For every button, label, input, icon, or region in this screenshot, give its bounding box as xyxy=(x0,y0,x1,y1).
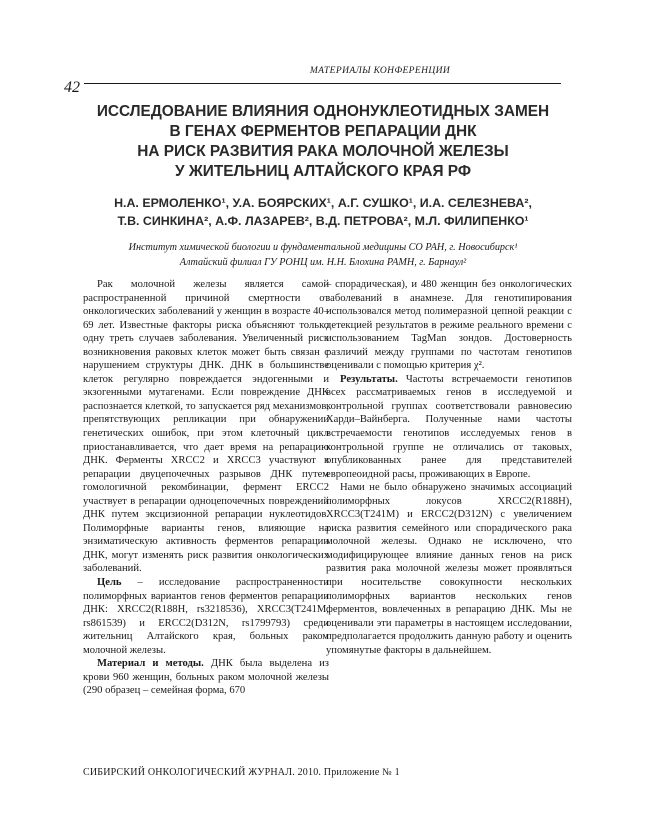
methods-label: Материал и методы. xyxy=(97,658,204,670)
right-column xyxy=(326,278,572,657)
aim-label: Цель xyxy=(97,577,122,589)
results-label: Результаты. xyxy=(340,373,398,385)
journal-footer: СИБИРСКИЙ ОНКОЛОГИЧЕСКИЙ ЖУРНАЛ. 2010. Приложение № 1 xyxy=(83,767,400,778)
aim-text: – исследование распространенности полиморфных вариантов генов ферментов репарации ДНК: XRCC2(R188H, rs3218536), XRCC3(T241M, rs861539) и ERCC2(D312N, rs1799793) среди жительниц Алтайского края, больных раком молочной железы. xyxy=(83,577,329,656)
affiliations xyxy=(60,240,586,270)
article-title xyxy=(70,102,576,182)
results-text: Частоты встречаемости генотипов всех рассматриваемых генов в исследуемой и контрольной группах соответствовали равновесию Харди–Вайнберга. Полученные нами частоты встречаемости генотипов исследуемых генов в контрольной группе не отличались от таковых, опубликованных ранее для представителей европеоидной расы, проживающих в Европе. xyxy=(326,373,572,480)
left-column xyxy=(83,278,329,698)
title-line: У ЖИТЕЛЬНИЦ АЛТАЙСКОГО КРАЯ РФ xyxy=(175,163,471,180)
methods-continuation: – спорадическая), и 480 женщин без онкологических заболеваний в анамнезе. Для генотипирования использовался метод полимеразной цепной реакции с детекцией результатов в режиме реального времени с использованием TagMan зондов. Достоверность различий между группами по частотам генотипов оценивали с помощью критерия χ². xyxy=(326,279,572,372)
author-line: Н.А. ЕРМОЛЕНКО¹, У.А. БОЯРСКИХ¹, А.Г. СУШКО¹, И.А. СЕЛЕЗНЕВА², xyxy=(114,196,532,210)
methods-text: ДНК была выделена из крови 960 женщин, больных раком молочной железы (290 образец – семейная форма, 670 xyxy=(83,658,329,697)
title-line: ИССЛЕДОВАНИЕ ВЛИЯНИЯ ОДНОНУКЛЕОТИДНЫХ ЗАМЕН xyxy=(96,103,550,120)
methods-paragraph xyxy=(83,657,329,698)
affiliation-line: Институт химической биологии и фундаментальной медицины СО РАН, г. Новосибирск¹ xyxy=(128,242,518,253)
page-number: 42 xyxy=(64,79,80,96)
aim-paragraph xyxy=(83,576,329,657)
intro-paragraph: Рак молочной железы является самой распространенной причиной смертности от онкологических заболеваний у женщин в возрасте 40–69 лет. Известные факторы риска объясняют только одну треть случаев заболевания. Увеличенный риск возникновения раковых клеток может быть связан с нарушением структуры ДНК. ДНК в большинстве клеток регулярно повреждается эндогенными и экзогенными мутагенами. Если повреждение ДНК распознается клеткой, то запускается ряд механизмов, препятствующих репликации при обнаружении генетических ошибок, при этом клеточный цикл приостанавливается, что дает время на репарацию ДНК. Ферменты XRCC2 и XRCC3 участвуют в репарации двуцепочечных разрывов ДНК путем гомологичной рекомбинации, фермент ERCC2 участвует в репарации одноцепочечных повреждений ДНК путем эксцизионной репарации нуклеотидов. Полиморфные варианты генов, влияющие на энзиматическую активность ферментов репарации ДНК, могут изменять риск развития онкологических заболеваний. xyxy=(83,279,330,575)
author-line: Т.В. СИНКИНА², А.Ф. ЛАЗАРЕВ², В.Д. ПЕТРОВА², М.Л. ФИЛИПЕНКО¹ xyxy=(117,214,529,228)
title-line: В ГЕНАХ ФЕРМЕНТОВ РЕПАРАЦИИ ДНК xyxy=(169,123,477,140)
title-line: НА РИСК РАЗВИТИЯ РАКА МОЛОЧНОЙ ЖЕЛЕЗЫ xyxy=(137,143,509,160)
results-paragraph xyxy=(326,373,572,481)
running-head: МАТЕРИАЛЫ КОНФЕРЕНЦИИ xyxy=(309,66,451,76)
author-list xyxy=(60,194,586,230)
header-rule xyxy=(84,83,561,84)
conclusion-paragraph: Нами не было обнаружено значимых ассоциаций полиморфных локусов XRCC2(R188H), XRCC3(T241M) и ERCC2(D312N) с увеличением риска развития семейного или спорадического рака молочной железы. Однако не исключено, что модифицирующее влияние данных генов на риск развития рака молочной железы может проявляться при носительстве совокупности нескольких полиморфных вариантов нескольких генов ферментов, вовлеченных в репарацию ДНК. Мы не оценивали эти параметры в настоящем исследовании, предполагается продолжить данную работу и оценить упомянутые факторы в дальнейшем. xyxy=(326,482,572,656)
affiliation-line: Алтайский филиал ГУ РОНЦ им. Н.Н. Блохина РАМН, г. Барнаул² xyxy=(179,257,467,268)
